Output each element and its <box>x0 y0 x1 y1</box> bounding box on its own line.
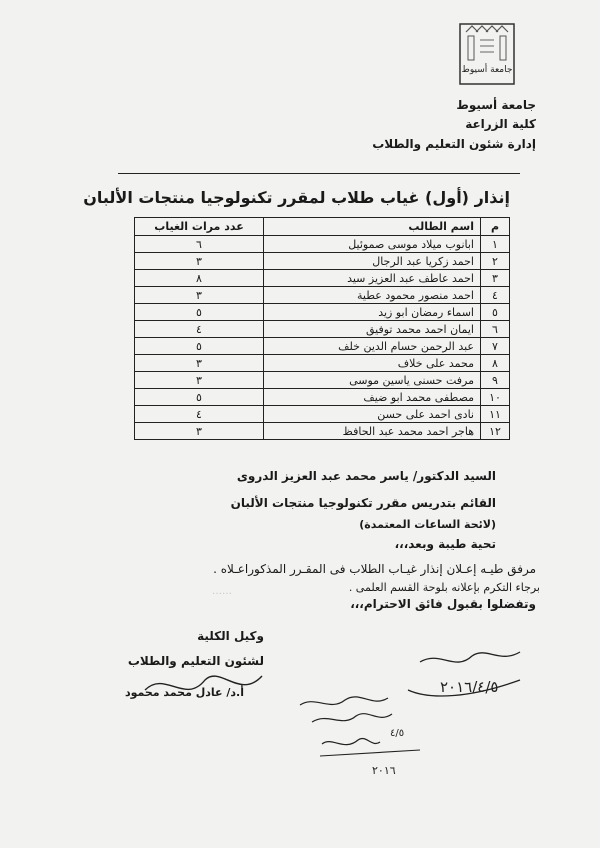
student-name: احمد عاطف عبد العزيز سيد <box>264 270 481 287</box>
table-row <box>135 338 510 355</box>
small-underline <box>320 750 420 756</box>
signatory-name: أ.د/ عادل محمد محمود <box>124 686 244 699</box>
row-number: ١٢ <box>481 423 510 440</box>
instructor-role: القائم بتدريس مقرر تكنولوجيا منتجات الألبان <box>230 496 496 510</box>
university-name: جامعة أسيوط <box>456 98 536 112</box>
underline-scribble <box>408 680 520 696</box>
row-number: ١١ <box>481 406 510 423</box>
absence-count: ٨ <box>135 270 264 287</box>
approval-scribble <box>420 652 520 662</box>
faculty-name: كلية الزراعة <box>465 117 536 131</box>
absence-count: ٥ <box>135 304 264 321</box>
university-logo <box>458 22 516 86</box>
col-absences-header: عدد مرات الغياب <box>135 218 264 236</box>
bleed-through-text: …… <box>212 586 232 597</box>
student-name: مصطفى محمد ابو ضيف <box>264 389 481 406</box>
absence-table <box>134 217 510 440</box>
col-number-header: م <box>481 218 510 236</box>
student-name: احمد زكريا عبد الرجال <box>264 253 481 270</box>
signatory-office: لشئون التعليم والطلاب <box>127 654 264 668</box>
table-row <box>135 236 510 253</box>
absence-count: ٤ <box>135 321 264 338</box>
row-number: ١٠ <box>481 389 510 406</box>
signatory-title: وكيل الكلية <box>197 629 264 643</box>
col-student-header: اسم الطالب <box>264 218 481 236</box>
table-row <box>135 270 510 287</box>
svg-text:جامعة أسيوط: جامعة أسيوط <box>461 65 513 75</box>
absence-count: ٥ <box>135 338 264 355</box>
note-scribble-2 <box>312 714 392 722</box>
table-header-row <box>135 218 510 236</box>
table-row <box>135 321 510 338</box>
table-row <box>135 304 510 321</box>
student-name: احمد منصور محمود عطية <box>264 287 481 304</box>
document-title: إنذار (أول) غياب طلاب لمقرر تكنولوجيا منتجات الألبان <box>83 188 510 207</box>
absence-count: ٤ <box>135 406 264 423</box>
student-name: عبد الرحمن حسام الدين خلف <box>264 338 481 355</box>
table-row <box>135 389 510 406</box>
row-number: ١ <box>481 236 510 253</box>
student-name: نادى احمد على حسن <box>264 406 481 423</box>
student-name: ابانوب ميلاد موسى صموئيل <box>264 236 481 253</box>
absence-count: ٥ <box>135 389 264 406</box>
row-number: ٣ <box>481 270 510 287</box>
absence-count: ٣ <box>135 355 264 372</box>
regulation-note: (لائحة الساعات المعتمدة) <box>359 518 496 531</box>
handwritten-note: ٤/٥ <box>390 728 405 739</box>
table-row <box>135 423 510 440</box>
absence-count: ٦ <box>135 236 264 253</box>
absence-count: ٣ <box>135 423 264 440</box>
student-name: مرفت حسنى ياسين موسى <box>264 372 481 389</box>
row-number: ٧ <box>481 338 510 355</box>
table-row <box>135 372 510 389</box>
student-name: محمد على خلاف <box>264 355 481 372</box>
student-name: ايمان احمد محمد توفيق <box>264 321 481 338</box>
row-number: ٦ <box>481 321 510 338</box>
header-divider <box>118 173 520 174</box>
handwritten-year: ٢٠١٦ <box>372 764 396 777</box>
initials-scribble <box>322 738 380 744</box>
table-row <box>135 287 510 304</box>
student-name: هاجر احمد محمد عبد الحافظ <box>264 423 481 440</box>
addressee-line: السيد الدكتور/ ياسر محمد عبد العزيز الدروى <box>236 469 496 483</box>
row-number: ٤ <box>481 287 510 304</box>
student-name: اسماء رمضان ابو زيد <box>264 304 481 321</box>
department-name: إدارة شئون التعليم والطلاب <box>372 137 536 151</box>
row-number: ٥ <box>481 304 510 321</box>
greeting: تحية طيبة وبعد،،، <box>394 537 496 551</box>
table-row <box>135 406 510 423</box>
note-scribble <box>300 697 388 705</box>
row-number: ٨ <box>481 355 510 372</box>
table-row <box>135 253 510 270</box>
absence-count: ٣ <box>135 372 264 389</box>
body-line-closing: وتفضلوا بقبول فائق الاحترام،،، <box>350 597 536 611</box>
row-number: ٩ <box>481 372 510 389</box>
body-line-attached: مرفق طيـه إعـلان إنذار غيـاب الطلاب فى المقـرر المذكوراعـلاه . <box>213 562 536 576</box>
absence-count: ٣ <box>135 287 264 304</box>
absence-count: ٣ <box>135 253 264 270</box>
row-number: ٢ <box>481 253 510 270</box>
body-line-request: برجاء التكرم بإعلانه بلوحة القسم العلمى . <box>348 581 540 594</box>
table-row <box>135 355 510 372</box>
handwritten-date: ٢٠١٦/٤/٥ <box>440 678 499 696</box>
